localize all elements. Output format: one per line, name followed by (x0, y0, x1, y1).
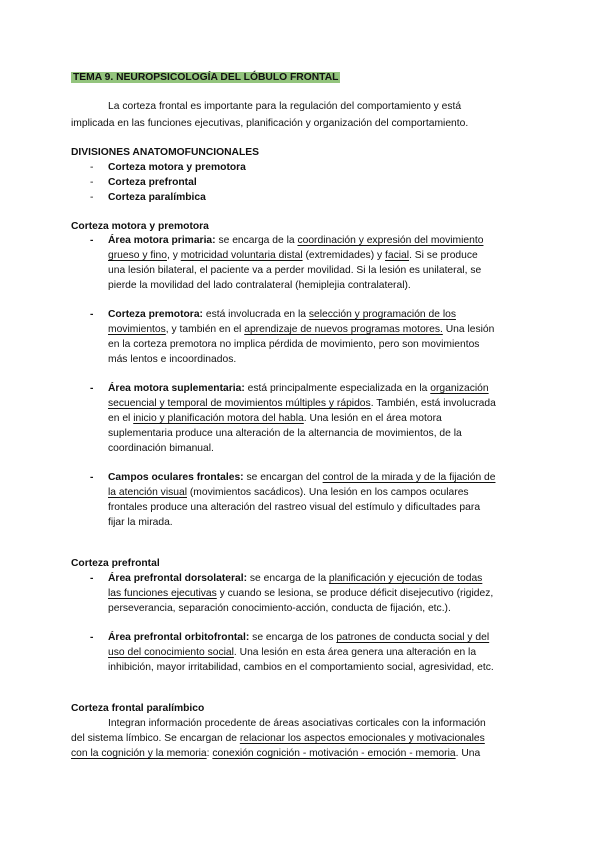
text: se encargan del (243, 472, 323, 483)
suplementaria-line-3 (108, 411, 442, 426)
oculares-line-3: frontales produce una alteración del rastreo visual del estímulo y dificultades para (108, 502, 481, 513)
dorsolateral-term: Área prefrontal dorsolateral: (108, 573, 248, 584)
premotora-line-1 (108, 307, 456, 322)
dorsolateral-line-3: perseverancia, separación conocimiento-acción, conducta de fijación, etc.). (108, 603, 451, 614)
page-title (71, 70, 340, 85)
suplementaria-line-2 (108, 396, 496, 411)
text: : (206, 748, 213, 759)
primaria-line-1 (108, 233, 483, 248)
title-highlight: TEMA 9. NEUROPSICOLOGÍA DEL LÓBULO FRONTAL (73, 72, 339, 83)
underlined-text: selección y programación de los (308, 309, 456, 320)
primaria-term: Área motora primaria: (108, 235, 216, 246)
intro-line-1: La corteza frontal es importante para la regulación del comportamiento y está (108, 101, 462, 112)
underlined-text: relacionar los aspectos emocionales y motivacionales (239, 733, 485, 744)
primaria-line-4: pierde la movilidad del lado contralateral (hemiplejia contralateral). (108, 280, 411, 291)
bullet: - (90, 472, 94, 483)
paralimbico-heading: Corteza frontal paralímbico (71, 703, 205, 714)
text: en el (108, 413, 134, 424)
divisions-item: Corteza motora y premotora (108, 162, 246, 173)
orbitofrontal-line-1 (108, 630, 489, 645)
underlined-text: secuencial y temporal de movimientos múltiples y rápidos (108, 398, 371, 409)
text: Una lesión (442, 324, 495, 335)
underlined-text: conexión cognición - motivación - emoción - memoria (212, 748, 456, 759)
underlined-text: coordinación y expresión del movimiento (297, 235, 484, 246)
text: , y (166, 250, 181, 261)
premotora-line-4: más lentos e incoordinados. (108, 354, 237, 365)
text: está principalmente especializada en la (244, 383, 431, 394)
text: del sistema límbico. Se encargan de (71, 733, 240, 744)
divisions-item: Corteza prefrontal (108, 177, 197, 188)
underlined-text: inicio y planificación motora del habla (133, 413, 304, 424)
paralimbico-line-1: Integran información procedente de áreas asociativas corticales con la información (108, 718, 486, 729)
underlined-text: planificación y ejecución de todas (328, 573, 483, 584)
paralimbico-line-2 (71, 731, 485, 746)
paralimbico-line-3 (71, 746, 480, 761)
text: . Una lesión en el área motora (303, 413, 442, 424)
underlined-text: control de la mirada y de la fijación de (322, 472, 496, 483)
text: (extremidades) y (302, 250, 386, 261)
bullet: - (90, 573, 94, 584)
text: está involucrada en la (202, 309, 309, 320)
divisions-item: Corteza paralímbica (108, 192, 206, 203)
underlined-text: las funciones ejecutivas (108, 588, 217, 599)
suplementaria-line-4: suplementaria produce una alteración de la alternancia de movimientos, de la (108, 428, 462, 439)
underlined-text: uso del conocimiento social (108, 647, 234, 658)
underlined-text: con la cognición y la memoria (71, 748, 207, 759)
text: . Una (455, 748, 481, 759)
bullet: - (90, 235, 94, 246)
divisions-marker: - (90, 162, 94, 173)
primaria-line-2 (108, 248, 478, 263)
oculares-line-4: fijar la mirada. (108, 517, 173, 528)
underlined-text: facial (385, 250, 410, 261)
text: (movimientos sacádicos). Una lesión en los campos oculares (187, 487, 469, 498)
motora-heading: Corteza motora y premotora (71, 221, 209, 232)
underlined-text: motricidad voluntaria distal (180, 250, 303, 261)
divisions-marker: - (90, 192, 94, 203)
bullet: - (90, 383, 94, 394)
divisions-marker: - (90, 177, 94, 188)
intro-line-2: implicada en las funciones ejecutivas, planificación y organización del comportamiento. (71, 118, 469, 129)
premotora-term: Corteza premotora: (108, 309, 203, 320)
underlined-text: organización (430, 383, 489, 394)
premotora-line-2 (108, 322, 494, 337)
primaria-line-3: una lesión bilateral, el paciente va a perder movilidad. Si la lesión es unilateral, se (108, 265, 482, 276)
orbitofrontal-line-3: inhibición, mayor irritabilidad, cambios en el comportamiento social, agresividad, etc. (108, 662, 494, 673)
suplementaria-term: Área motora suplementaria: (108, 383, 245, 394)
premotora-line-3: en la corteza premotora no implica pérdida de movimiento, pero son movimientos (108, 339, 480, 350)
orbitofrontal-line-2 (108, 645, 476, 660)
oculares-term: Campos oculares frontales: (108, 472, 244, 483)
dorsolateral-line-1 (108, 571, 482, 586)
underlined-text: la atención visual (108, 487, 187, 498)
text: . Si se produce (409, 250, 478, 261)
text: se encarga de la (247, 573, 329, 584)
orbitofrontal-term: Área prefrontal orbitofrontal: (108, 632, 250, 643)
text: , y también en el (165, 324, 245, 335)
bullet: - (90, 632, 94, 643)
dorsolateral-line-2 (108, 586, 493, 601)
oculares-line-2 (108, 485, 469, 500)
suplementaria-line-1 (108, 381, 489, 396)
prefrontal-heading: Corteza prefrontal (71, 558, 160, 569)
text: . También, está involucrada (370, 398, 496, 409)
underlined-text: aprendizaje de nuevos programas motores. (244, 324, 443, 335)
text: . Una lesión en esta área genera una alteración en la (233, 647, 477, 658)
divisions-heading: DIVISIONES ANATOMOFUNCIONALES (71, 147, 260, 158)
bullet: - (90, 309, 94, 320)
suplementaria-line-5: coordinación bimanual. (108, 443, 214, 454)
underlined-text: grueso y fino (108, 250, 167, 261)
text: se encarga de la (215, 235, 298, 246)
underlined-text: movimientos (108, 324, 166, 335)
text: y cuando se lesiona, se produce déficit disejecutivo (rigidez, (216, 588, 494, 599)
underlined-text: patrones de conducta social y del (336, 632, 490, 643)
text: se encarga de los (249, 632, 337, 643)
oculares-line-1 (108, 470, 495, 485)
